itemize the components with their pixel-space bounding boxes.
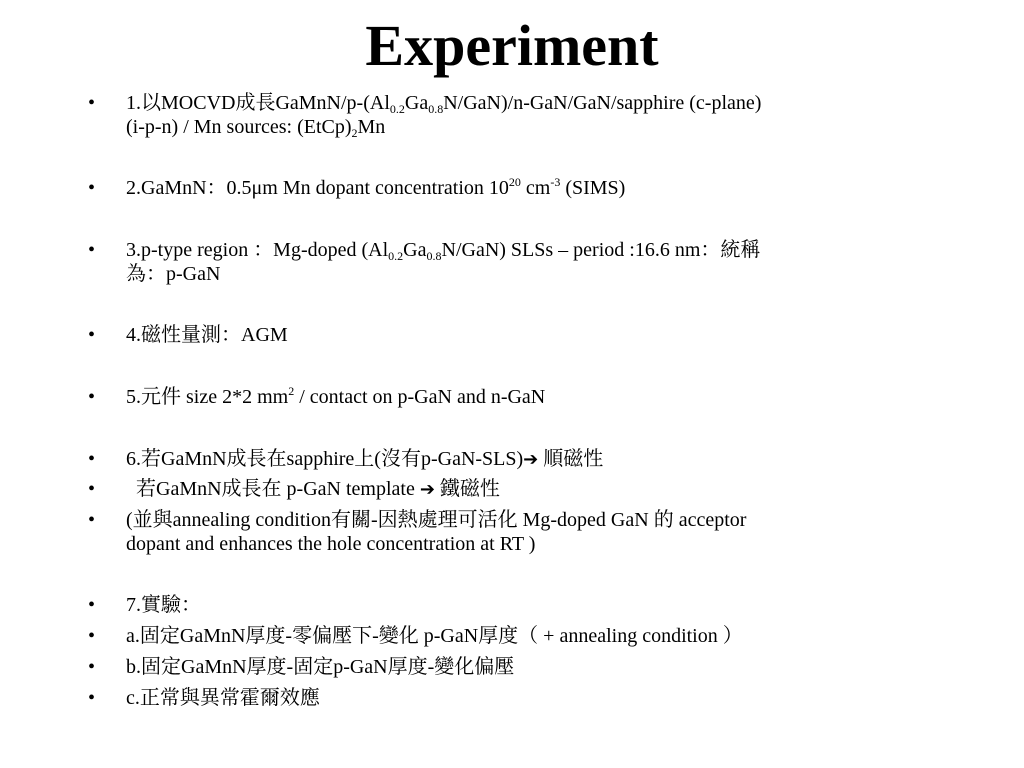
arrow-right-icon: ➔ bbox=[523, 449, 539, 470]
bullet-line bbox=[126, 238, 956, 262]
subscript: 0.8 bbox=[428, 102, 444, 116]
subscript: 2 bbox=[351, 126, 358, 140]
bullet-dot: • bbox=[88, 478, 96, 500]
bullet-line bbox=[126, 262, 956, 286]
text-run: 順磁性 bbox=[538, 448, 604, 470]
bullet-gamnn-thickness bbox=[88, 175, 956, 200]
bullet-dot: • bbox=[88, 625, 96, 647]
text-run: 3.p-type region ：Mg-doped (Al bbox=[126, 239, 389, 261]
text-run: 2.GaMnN：0.5μm Mn dopant concentration 10 bbox=[126, 177, 509, 199]
text-run: cm bbox=[520, 177, 551, 199]
bullet-dot: • bbox=[88, 324, 96, 346]
superscript: 20 bbox=[508, 175, 521, 189]
bullet-dot: • bbox=[88, 177, 96, 199]
bullet-growth-on-sapphire bbox=[88, 447, 956, 472]
bullet-experiment-heading bbox=[88, 593, 956, 617]
bullet-line: dopant and enhances the hole concentration at RT ) bbox=[126, 533, 536, 555]
bullet-experiment-c bbox=[88, 686, 956, 710]
bullet-line bbox=[126, 385, 956, 409]
bullet-dot: • bbox=[88, 594, 96, 616]
bullet-dot: • bbox=[88, 92, 96, 114]
bullet-line bbox=[126, 115, 956, 139]
bullet-annealing-condition bbox=[88, 508, 956, 556]
bullet-mocvd-growth bbox=[88, 91, 956, 140]
text-run: 5.元件 size 2*2 mm bbox=[126, 386, 289, 408]
superscript: -3 bbox=[550, 175, 561, 189]
bullet-line: a.固定GaMnN厚度-零偏壓下-變化 p-GaN厚度（ + annealing condition ） bbox=[126, 625, 743, 647]
text-run: 鐵磁性 bbox=[434, 478, 500, 500]
bullet-dot: • bbox=[88, 656, 96, 678]
bullet-line: c.正常與異常霍爾效應 bbox=[126, 687, 320, 709]
bullet-line: (並與annealing condition有關-因熱處理可活化 Mg-doped GaN 的 acceptor bbox=[126, 509, 747, 531]
bullet-p-type-region bbox=[88, 238, 956, 286]
subscript: 0.2 bbox=[389, 102, 405, 116]
text-run: (i-p-n) / Mn sources: (EtCp) bbox=[126, 116, 352, 138]
bullet-device-size bbox=[88, 384, 956, 409]
bullet-dot: • bbox=[88, 509, 96, 531]
bullet-magnetic-measurement bbox=[88, 323, 956, 347]
bullet-growth-on-pgan bbox=[88, 477, 956, 502]
slide-title: Experiment bbox=[365, 13, 659, 78]
text-run: N/GaN) SLSs – period :16.6 nm：統稱 bbox=[441, 239, 761, 261]
bullet-experiment-b bbox=[88, 655, 956, 679]
bullet-line bbox=[126, 447, 956, 472]
subscript: 0.2 bbox=[388, 249, 404, 263]
superscript: 2 bbox=[288, 384, 295, 398]
bullet-dot: • bbox=[88, 386, 96, 408]
text-run: (SIMS) bbox=[560, 177, 626, 199]
bullet-line bbox=[126, 176, 956, 200]
arrow-right-icon: ➔ bbox=[419, 479, 435, 500]
text-run: Ga bbox=[404, 92, 429, 114]
text-run: N/GaN)/n-GaN/GaN/sapphire (c-plane) bbox=[443, 92, 762, 114]
bullet-dot: • bbox=[88, 239, 96, 261]
text-run: 6.若GaMnN成長在sapphire上(沒有p-GaN-SLS) bbox=[126, 448, 524, 470]
text-run: 若GaMnN成長在 p-GaN template bbox=[126, 478, 420, 500]
bullet-line: 7.實驗： bbox=[126, 594, 201, 616]
bullet-dot: • bbox=[88, 448, 96, 470]
text-run: 為：p-GaN bbox=[126, 263, 221, 285]
bullet-dot: • bbox=[88, 687, 96, 709]
bullet-line: 4.磁性量測：AGM bbox=[126, 324, 288, 346]
text-run: / contact on p-GaN and n-GaN bbox=[294, 386, 546, 408]
bullet-line: b.固定GaMnN厚度-固定p-GaN厚度-變化偏壓 bbox=[126, 656, 515, 678]
text-run: 1.以MOCVD成長GaMnN/p-(Al bbox=[126, 92, 390, 114]
subscript: 0.8 bbox=[426, 249, 442, 263]
text-run: Mn bbox=[357, 116, 386, 138]
bullet-experiment-a bbox=[88, 624, 956, 648]
bullet-line bbox=[126, 91, 956, 115]
bullet-line bbox=[126, 477, 956, 502]
text-run: Ga bbox=[403, 239, 427, 261]
